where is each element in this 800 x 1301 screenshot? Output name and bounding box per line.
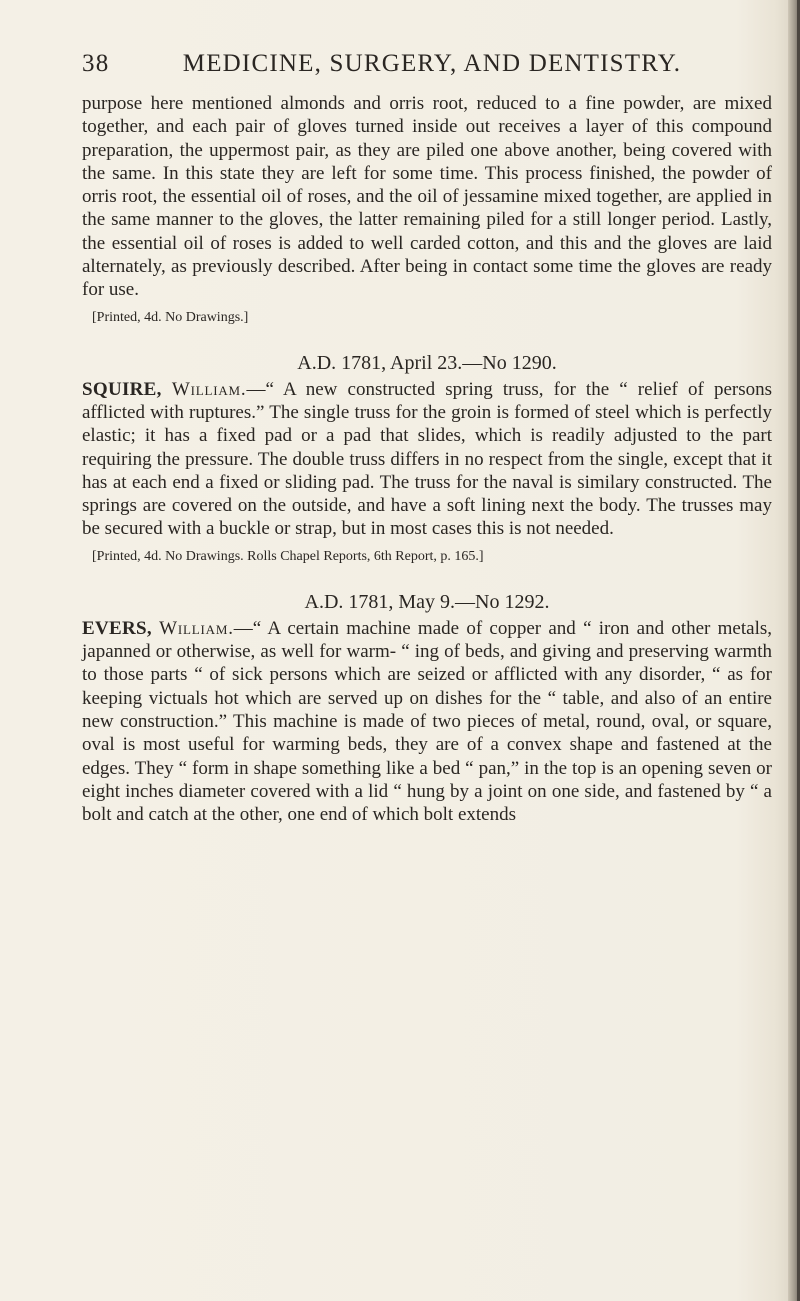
- entry-text: [82, 378, 772, 541]
- patentee-surname: SQUIRE,: [82, 378, 162, 400]
- page-binding-edge: [788, 0, 800, 1301]
- intro-paragraph: purpose here mentioned almonds and orris root, reduced to a fine powder, are mixed together, and each pair of gloves turned inside out receives a layer of this compound preparation, the uppermost pair, as they are piled one above another, being covered with the same. In this state they are left for some time. This process finished, the powder of orris root, the essential oil of roses, and the oil of jessamine mixed together, are applied in the same manner to the gloves, the latter remaining piled for a still longer period. Lastly, the essential oil of roses is added to well carded cotton, and this and the gloves are laid alternately, as previously described. After being in contact some time the gloves are ready for use.: [82, 93, 772, 301]
- intro-printing-note: [Printed, 4d. No Drawings.]: [92, 309, 249, 325]
- page-header: [82, 50, 772, 78]
- entry-heading: A.D. 1781, May 9.—No 1292.: [304, 590, 550, 613]
- entry-text: [82, 617, 772, 827]
- patentee-first-name: William.: [171, 378, 247, 400]
- patent-entry: [82, 350, 772, 567]
- patent-title: —“ A certain machine made of copper and “ iron and other metals, japanned or otherwise, as well for warm- “ ing of beds, and giving and preserving warmth to those parts “ of sick persons which are seized or afflicted with any disorder, “ as for keeping victuals hot which are served up on dishes for the “ table, and also of an entire new construction.”: [82, 617, 772, 732]
- patent-entry: [82, 589, 772, 827]
- patent-title: —“ A new constructed spring truss, for the “ relief of persons afflicted with ruptures.”: [82, 378, 773, 423]
- entry-heading: A.D. 1781, April 23.—No 1290.: [297, 351, 557, 374]
- patent-description: This machine is made of two pieces of metal, round, oval, or square, oval is most useful for warming beds, they are of a convex shape and fastened at the edges. They “ form in shape something like a bed “ pan,” in the top is an opening seven or eight inches diameter covered with a lid “ hung by a joint on one side, and fastened by “ a bolt and catch at the other, one end of which bolt extends: [82, 710, 772, 826]
- page-body: [82, 92, 772, 826]
- patentee-surname: EVERS,: [82, 617, 152, 639]
- entry-printing-note: [Printed, 4d. No Drawings. Rolls Chapel Reports, 6th Report, p. 165.]: [92, 548, 484, 564]
- page-number: 38: [82, 50, 110, 77]
- patent-description: The single truss for the groin is formed of steel which is perfectly elastic; it has a fixed pad or a pad that slides, which is readily adjusted to the part requiring the pressure. The double truss differs in no respect from the single, except that it has at each end a fixed or sliding pad. The truss for the naval is similary constructed. The springs are covered on the outside, and have a soft lining next the body. The trusses may be secured with a buckle or strap, but in most cases this is not needed.: [82, 401, 772, 540]
- patentee-first-name: William.: [159, 617, 234, 639]
- running-head: MEDICINE, SURGERY, AND DENTISTRY.: [182, 50, 682, 77]
